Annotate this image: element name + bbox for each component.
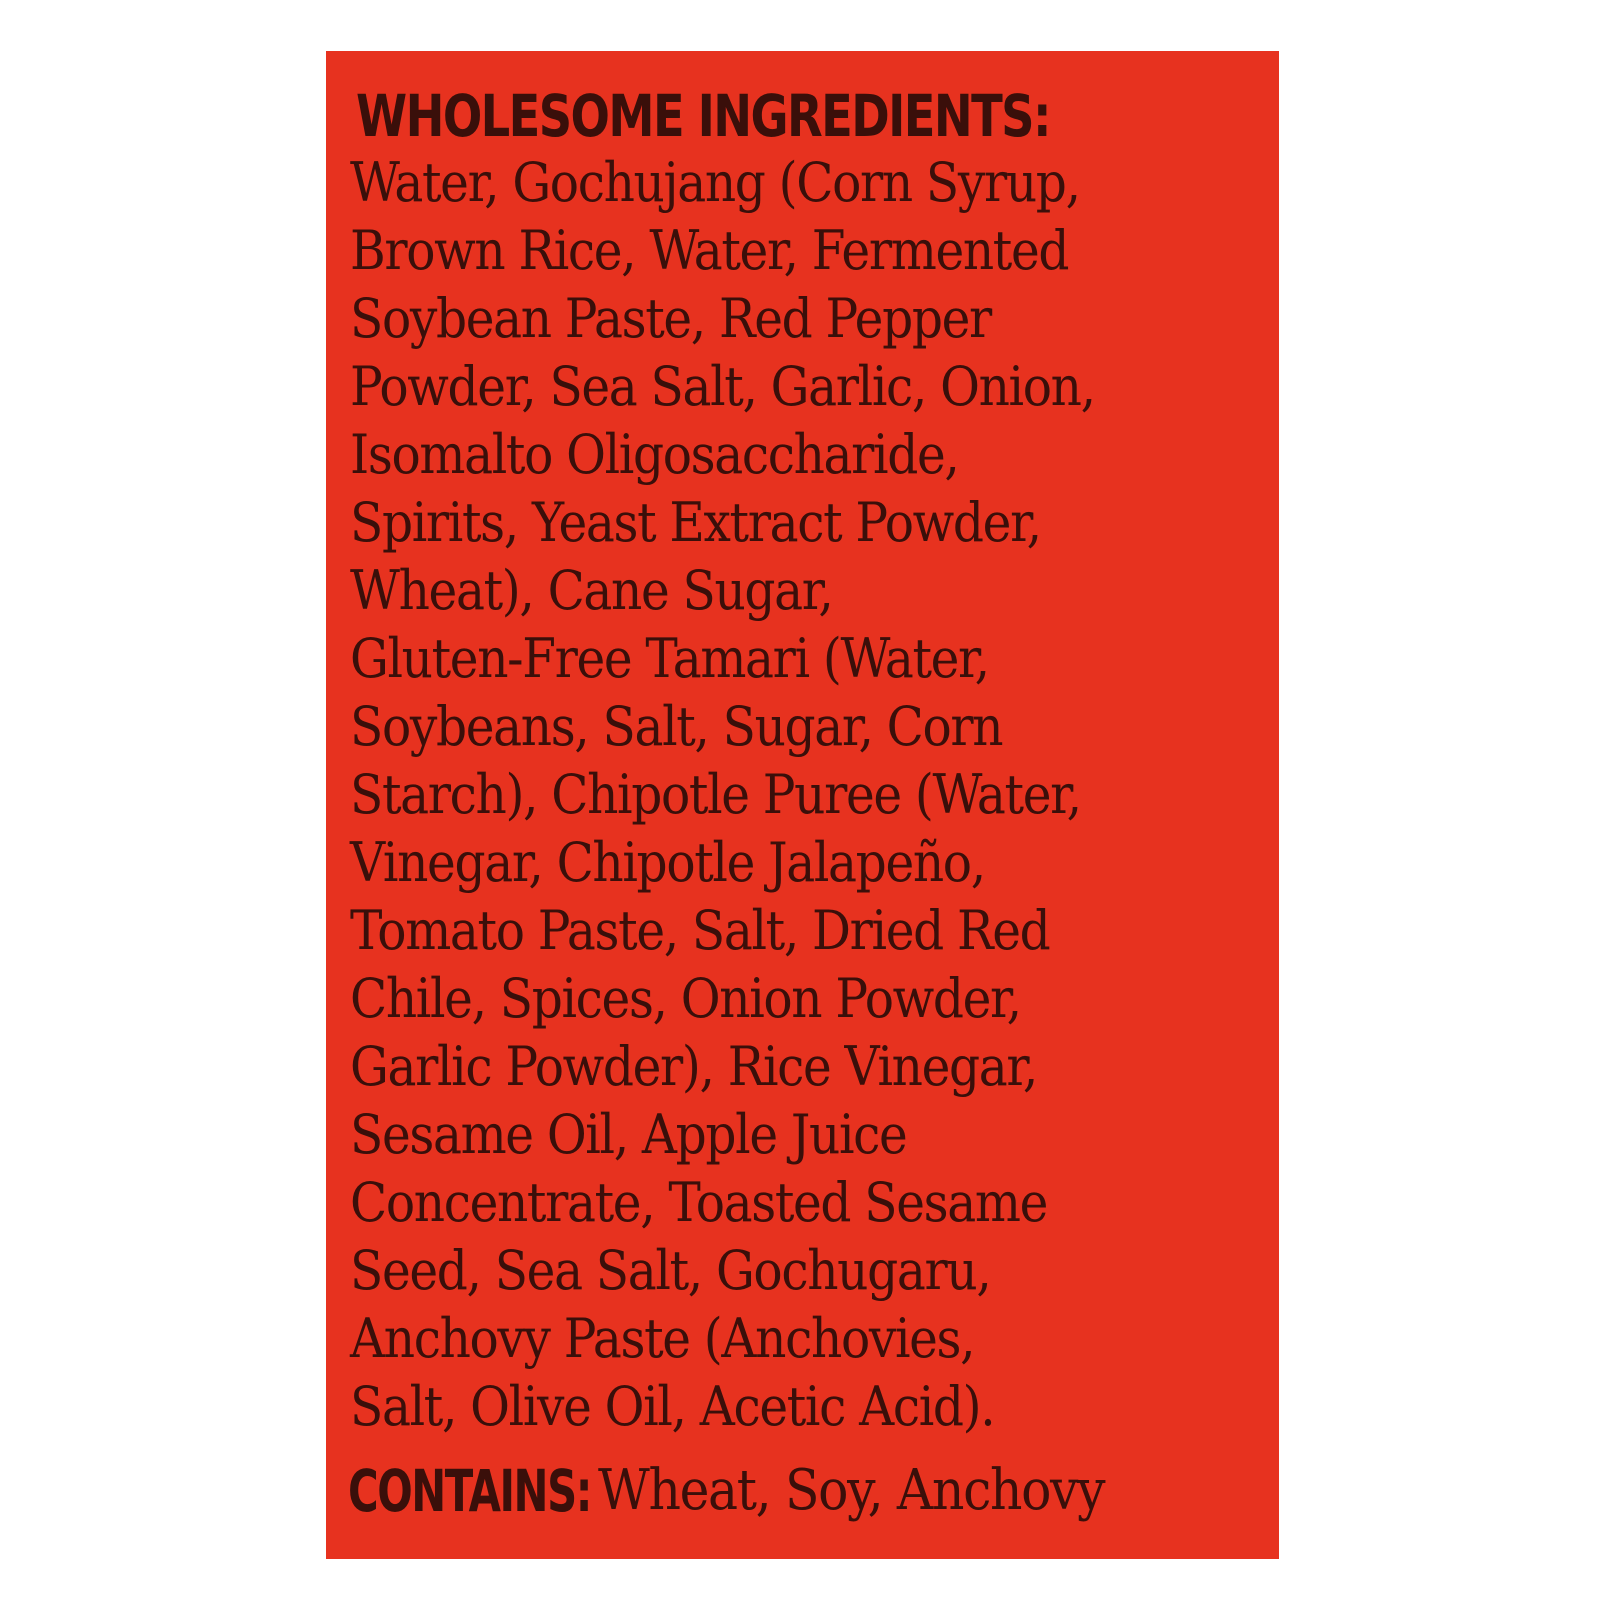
allergen-statement [348, 1455, 1105, 1527]
ingredient-line: Gluten-Free Tamari (Water, [350, 627, 989, 690]
contains-allergens: Wheat, Soy, Anchovy [598, 1458, 1105, 1523]
ingredient-line: Salt, Olive Oil, Acetic Acid). [350, 1375, 995, 1438]
ingredient-line: Anchovy Paste (Anchovies, [350, 1307, 975, 1370]
ingredient-line: Tomato Paste, Salt, Dried Red [350, 899, 1050, 962]
ingredients-label-panel [326, 51, 1279, 1559]
ingredient-line: Spirits, Yeast Extract Powder, [350, 491, 1041, 554]
ingredient-line: Garlic Powder), Rice Vinegar, [350, 1035, 1038, 1098]
ingredient-line: Brown Rice, Water, Fermented [350, 219, 1069, 282]
contains-label: CONTAINS: [348, 1457, 591, 1525]
ingredient-line: Sesame Oil, Apple Juice [350, 1103, 907, 1166]
ingredient-line: Starch), Chipotle Puree (Water, [350, 763, 1081, 826]
ingredient-line: Water, Gochujang (Corn Syrup, [350, 151, 1080, 214]
ingredient-line: Vinegar, Chipotle Jalapeño, [350, 831, 985, 894]
ingredient-line: Soybeans, Salt, Sugar, Corn [350, 695, 1003, 758]
ingredient-line: Isomalto Oligosaccharide, [350, 423, 959, 486]
ingredients-heading: WHOLESOME INGREDIENTS: [356, 82, 1050, 150]
ingredient-line: Concentrate, Toasted Sesame [350, 1171, 1047, 1234]
ingredient-line: Soybean Paste, Red Pepper [350, 287, 991, 350]
ingredient-line: Chile, Spices, Onion Powder, [350, 967, 1021, 1030]
ingredient-line: Powder, Sea Salt, Garlic, Onion, [350, 355, 1095, 418]
ingredient-line: Wheat), Cane Sugar, [350, 559, 833, 622]
ingredients-list [350, 149, 1177, 1441]
ingredient-line: Seed, Sea Salt, Gochugaru, [350, 1239, 991, 1302]
